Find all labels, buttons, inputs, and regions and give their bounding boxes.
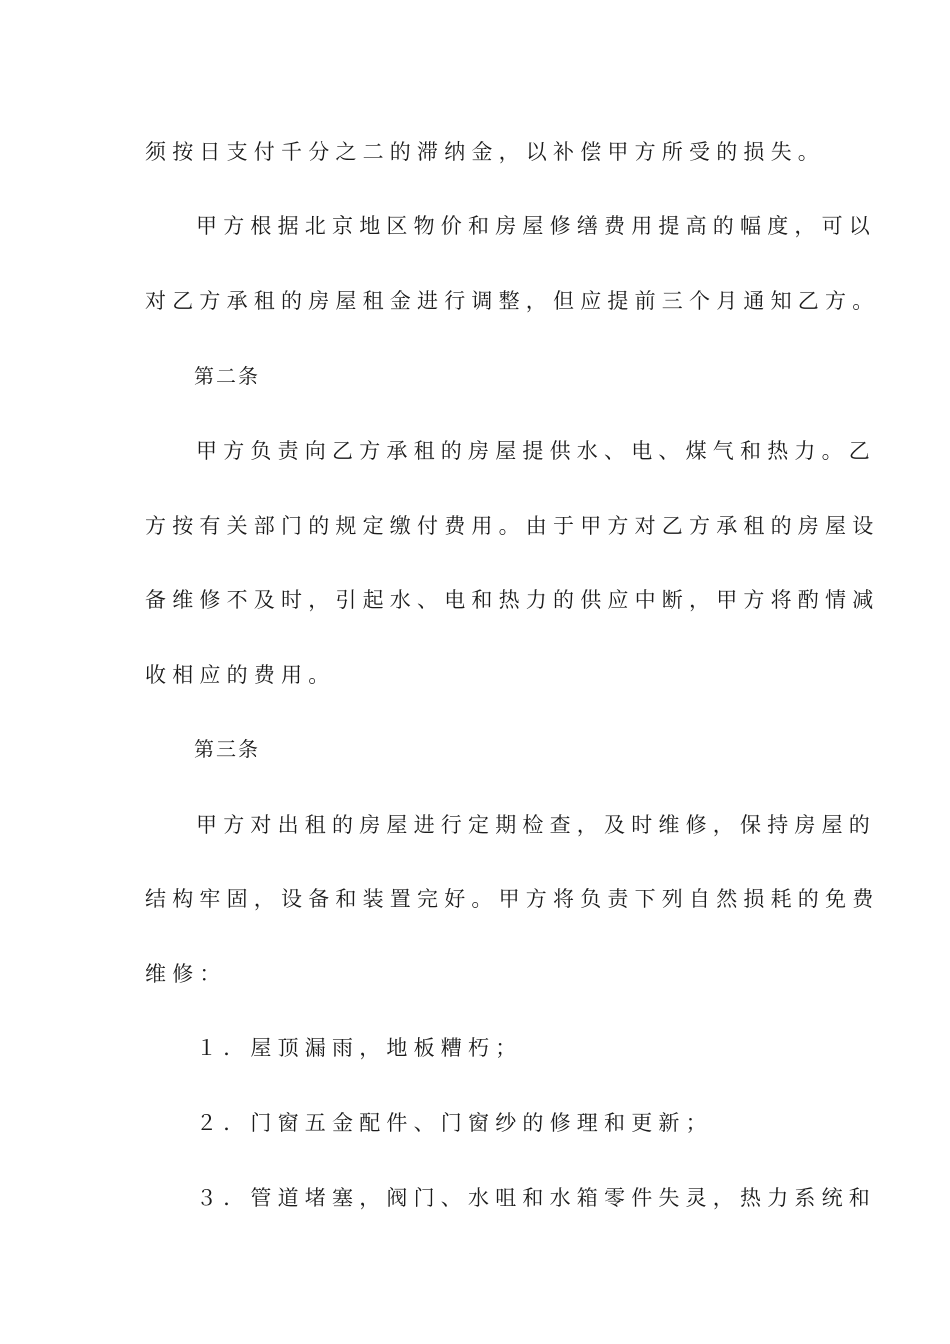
text-line-2: 甲方根据北京地区物价和房屋修缮费用提高的幅度，可以 (196, 214, 876, 238)
text-line-7: 备维修不及时，引起水、电和热力的供应中断，甲方将酌情减 (145, 588, 880, 612)
list-item-2: ２．门窗五金配件、门窗纱的修理和更新； (196, 1111, 713, 1135)
text-line-8: 收相应的费用。 (145, 663, 336, 687)
text-line-12: 维修： (145, 962, 227, 986)
text-line-10: 甲方对出租的房屋进行定期检查，及时维修，保持房屋的 (196, 813, 876, 837)
list-item-3: ３．管道堵塞，阀门、水咀和水箱零件失灵，热力系统和 (196, 1186, 876, 1210)
text-line-5: 甲方负责向乙方承租的房屋提供水、电、煤气和热力。乙 (196, 439, 876, 463)
text-line-11: 结构牢固，设备和装置完好。甲方将负责下列自然损耗的免费 (145, 887, 880, 911)
text-line-3: 对乙方承租的房屋租金进行调整，但应提前三个月通知乙方。 (145, 289, 880, 313)
section-heading-3: 第三条 (194, 737, 260, 761)
text-line-1: 须按日支付千分之二的滞纳金，以补偿甲方所受的损失。 (145, 140, 825, 164)
section-heading-2: 第二条 (194, 364, 260, 388)
list-item-1: １．屋顶漏雨，地板糟朽； (196, 1036, 523, 1060)
text-line-6: 方按有关部门的规定缴付费用。由于甲方对乙方承租的房屋设 (145, 514, 880, 538)
